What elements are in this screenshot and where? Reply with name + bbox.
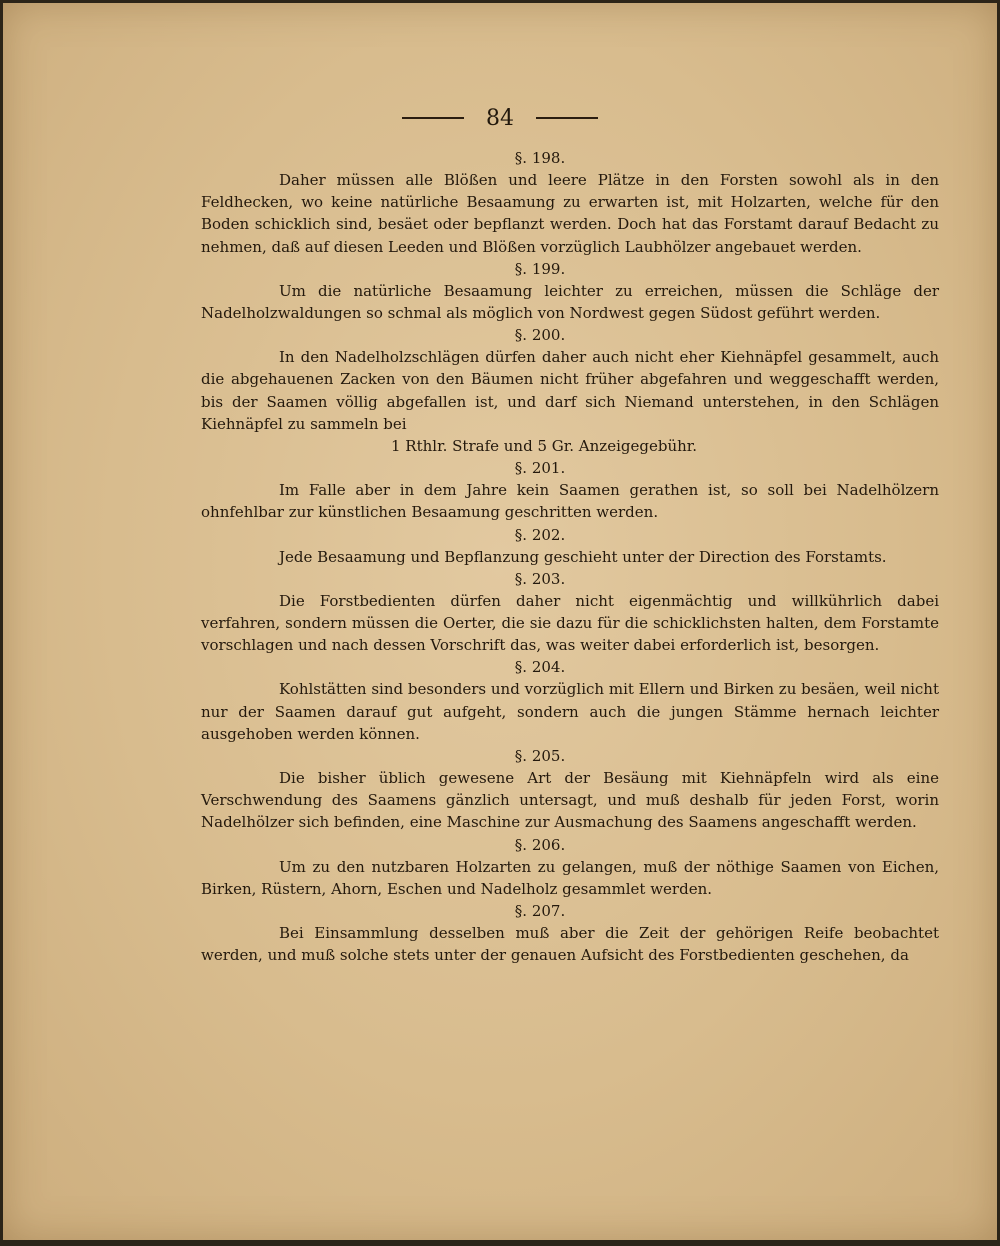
document-page bbox=[3, 3, 997, 1240]
section-paragraph: Im Falle aber in dem Jahre kein Saamen gerathen ist, so soll bei Nadelhölzern ohnfehlbar zur künstlichen Besaamung geschritten werden. bbox=[201, 481, 939, 522]
section-heading: §. 205. bbox=[514, 747, 566, 766]
header-rule-right bbox=[536, 117, 598, 119]
page-number: 84 bbox=[486, 105, 514, 131]
section-198 bbox=[201, 147, 939, 258]
section-206 bbox=[201, 834, 939, 900]
page-header bbox=[3, 101, 997, 135]
section-heading: §. 206. bbox=[514, 835, 566, 854]
section-205 bbox=[201, 745, 939, 834]
section-paragraph: Um zu den nutzbaren Holzarten zu gelangen, muß der nöthige Saamen von Eichen, Birken, Rüstern, Ahorn, Eschen und Nadelholz gesammlet werden. bbox=[201, 857, 939, 898]
section-199 bbox=[201, 258, 939, 324]
section-paragraph: Die bisher üblich gewesene Art der Besäung mit Kiehnäpfeln wird als eine Verschwendung des Saamens gänzlich untersagt, und muß deshalb für jeden Forst, worin Nadelhölzer sich befinden, eine Maschine zur Ausmachung des Saamens angeschafft werden. bbox=[201, 769, 939, 832]
section-paragraph: Die Forstbedienten dürfen daher nicht eigenmächtig und willkührlich dabei verfahren, sondern müssen die Oerter, die sie dazu für die schicklichsten halten, dem Forstamte vorschlagen und nach dessen Vorschrift das, was weiter dabei erforderlich ist, besorgen. bbox=[201, 591, 939, 655]
section-paragraph: Jede Besaamung und Bepflanzung geschieht unter der Direction des Forstamts. bbox=[279, 547, 887, 566]
section-200 bbox=[201, 324, 939, 457]
section-paragraph: Bei Einsammlung desselben muß aber die Zeit der gehörigen Reife beobachtet werden, und muß solche stets unter der genauen Aufsicht des Forstbedienten geschehen, da bbox=[201, 924, 939, 965]
body-text bbox=[201, 147, 939, 966]
section-heading: §. 207. bbox=[514, 902, 566, 921]
section-heading: §. 202. bbox=[514, 525, 566, 544]
section-207 bbox=[201, 900, 939, 966]
section-201 bbox=[201, 457, 939, 523]
section-203 bbox=[201, 568, 939, 657]
section-paragraph: Um die natürliche Besaamung leichter zu erreichen, müssen die Schläge der Nadelholzwaldungen so schmal als möglich von Nordwest gegen Südost geführt werden. bbox=[201, 281, 939, 323]
section-204 bbox=[201, 656, 939, 745]
section-heading: §. 198. bbox=[514, 149, 566, 167]
section-paragraph: Daher müssen alle Blößen und leere Plätze in den Forsten sowohl als in den Feldhecken, wo keine natürliche Besaamung zu erwarten ist, mit Holzarten, welche für den Boden schicklich sind, besäet oder bepflanzt werden. Doch hat das Forstamt darauf Bedacht zu nehmen, daß auf diesen Leeden und Blößen vorzüglich Laubhölzer angebauet werden. bbox=[201, 171, 939, 256]
section-heading: §. 200. bbox=[514, 326, 566, 345]
section-heading: §. 203. bbox=[514, 569, 566, 588]
header-rule-left bbox=[402, 117, 464, 119]
section-heading: §. 199. bbox=[514, 259, 566, 278]
section-202 bbox=[201, 524, 939, 568]
section-heading: §. 204. bbox=[514, 658, 566, 677]
penalty-line: 1 Rthlr. Strafe und 5 Gr. Anzeigegebühr. bbox=[391, 437, 698, 456]
section-paragraph: In den Nadelholzschlägen dürfen daher auch nicht eher Kiehnäpfel gesammelt, auch die abgehauenen Zacken von den Bäumen nicht früher abgefahren und weggeschafft werden, bis der Saamen völlig abgefallen ist, und darf sich Niemand unterstehen, in den Schlägen Kiehnäpfel zu sammeln bei bbox=[201, 348, 939, 433]
section-paragraph: Kohlstätten sind besonders und vorzüglich mit Ellern und Birken zu besäen, weil nicht nur der Saamen darauf gut aufgeht, sondern auch die jungen Stämme hernach leichter ausgehoben werden können. bbox=[201, 680, 939, 743]
section-heading: §. 201. bbox=[514, 459, 566, 478]
